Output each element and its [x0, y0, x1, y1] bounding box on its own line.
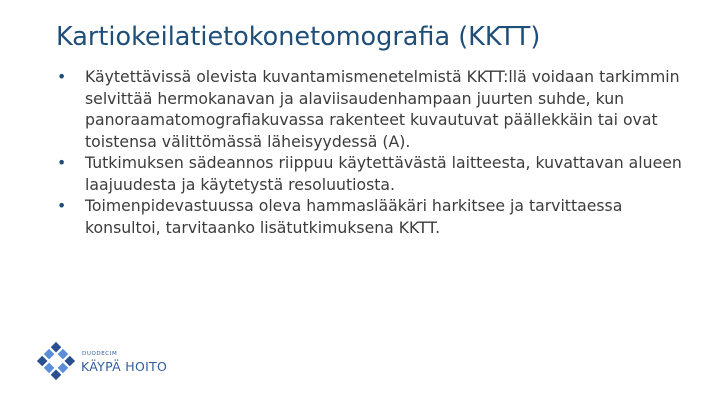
- bullet-marker: •: [57, 196, 67, 215]
- bullet-list: [57, 66, 697, 238]
- kaypa-hoito-logo: [34, 339, 174, 383]
- bullet-marker: •: [57, 67, 67, 86]
- bullet-item-2: [57, 152, 697, 195]
- logo-kaypa-hoito-text: KÄYPÄ HOITO: [81, 359, 168, 374]
- bullet-text: Toimenpidevastuussa oleva hammaslääkäri harkitsee ja tarvittaessa konsultoi, tarvitaanko lisätutkimuksena KKTT.: [85, 196, 623, 237]
- bullet-text: Tutkimuksen sädeannos riippuu käytettävästä laitteesta, kuvattavan alueen laajuudesta ja käytetystä resoluutiosta.: [85, 153, 682, 194]
- slide-title: Kartiokeilatietokonetomografia (KKTT): [56, 22, 541, 52]
- bullet-marker: •: [57, 153, 67, 172]
- bullet-text: Käytettävissä olevista kuvantamismenetelmistä KKTT:llä voidaan tarkimmin selvittää hermokanavan ja alaviisaudenhampaan juurten suhde, kun panoraamatomografiakuvassa rakenteet kuvautuvat päällekkäin tai ovat toistensa välittömässä läheisyydessä (A).: [85, 67, 680, 151]
- diamond-grid-logo-icon: [34, 339, 78, 383]
- logo-duodecim-text: DUODECIM: [82, 351, 118, 357]
- bullet-item-1: [57, 66, 697, 152]
- bullet-item-3: [57, 195, 697, 238]
